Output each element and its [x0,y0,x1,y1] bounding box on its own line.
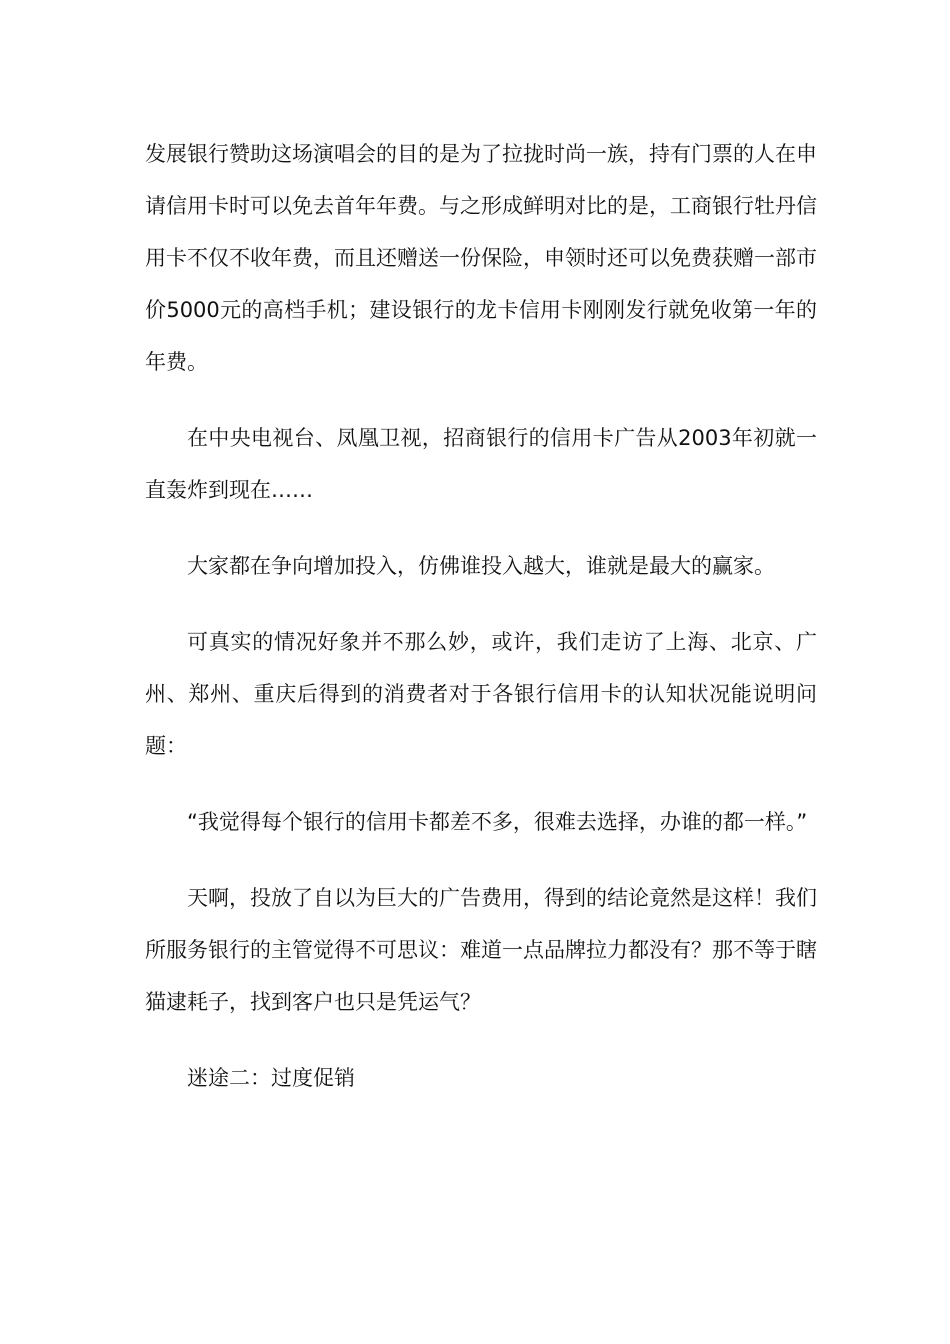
paragraph-quote: “我觉得每个银行的信用卡都差不多，很难去选择，办谁的都一样。” [187,810,808,834]
document-body [145,128,817,1128]
paragraph-conclusion: 天啊，投放了自以为巨大的广告费用，得到的结论竟然是这样！我们所服务银行的主管觉得不可思议：难道一点品牌拉力都没有？那不等于瞎猫逮耗子，找到客户也只是凭运气？ [145,886,817,1014]
section-heading: 迷途二：过度促销 [187,1066,355,1090]
paragraph-investment: 大家都在争向增加投入，仿佛谁投入越大，谁就是最大的赢家。 [187,554,775,578]
paragraph-cctv-ads: 在中央电视台、凤凰卫视，招商银行的信用卡广告从2003年初就一直轰炸到现在…… [145,426,817,502]
paragraph-survey: 可真实的情况好象并不那么妙，或许，我们走访了上海、北京、广州、郑州、重庆后得到的消费者对于各银行信用卡的认知状况能说明问题： [145,630,817,758]
paragraph-continuation: 发展银行赞助这场演唱会的目的是为了拉拢时尚一族，持有门票的人在申请信用卡时可以免去首年年费。与之形成鲜明对比的是，工商银行牡丹信用卡不仅不收年费，而且还赠送一份保险，申领时还可以免费获赠一部市价5000元的高档手机；建设银行的龙卡信用卡刚刚发行就免收第一年的年费。 [145,142,817,374]
